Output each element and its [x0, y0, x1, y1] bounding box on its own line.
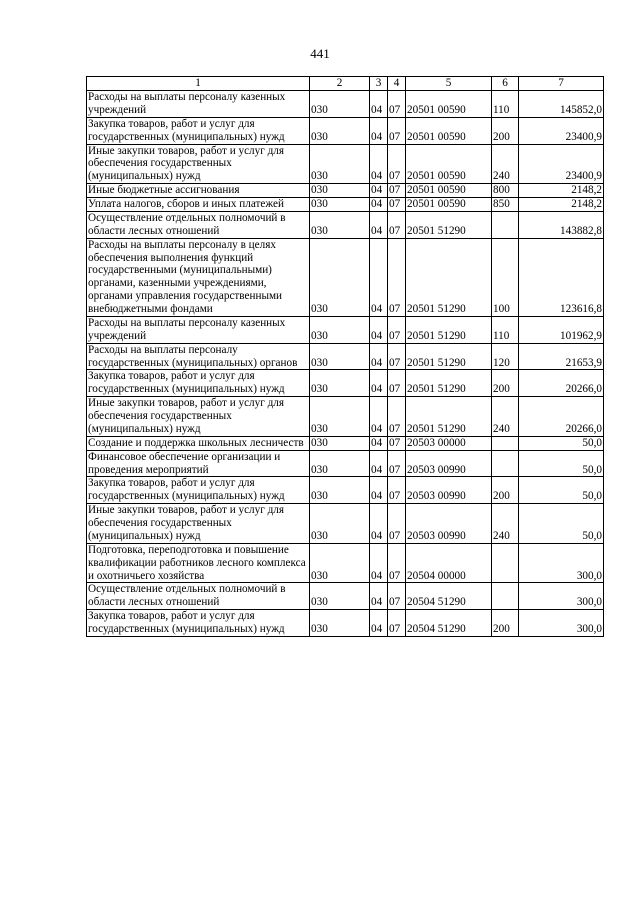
row-amount: 145852,0: [519, 91, 604, 118]
row-ministry-code: 030: [310, 477, 370, 504]
table-row: [87, 91, 604, 118]
table-row: [87, 343, 604, 370]
row-section-code: 04: [370, 543, 388, 583]
row-amount: 300,0: [519, 610, 604, 637]
row-subsection-code: 07: [388, 543, 406, 583]
table-row: [87, 316, 604, 343]
row-subsection-code: 07: [388, 504, 406, 544]
row-target-article: 20503 00990: [406, 504, 492, 544]
row-target-article: 20501 51290: [406, 211, 492, 238]
row-subsection-code: 07: [388, 198, 406, 212]
row-subsection-code: 07: [388, 583, 406, 610]
row-subsection-code: 07: [388, 144, 406, 184]
row-target-article: 20501 00590: [406, 198, 492, 212]
row-amount: 20266,0: [519, 397, 604, 437]
row-subsection-code: 07: [388, 370, 406, 397]
row-amount: 50,0: [519, 436, 604, 450]
row-amount: 50,0: [519, 450, 604, 477]
row-expense-type: 240: [492, 144, 519, 184]
row-amount: 101962,9: [519, 316, 604, 343]
row-expense-type: 850: [492, 198, 519, 212]
row-section-code: 04: [370, 91, 388, 118]
row-description: Закупка товаров, работ и услуг для государственных (муниципальных) нужд: [87, 370, 310, 397]
row-description: Расходы на выплаты персоналу в целях обеспечения выполнения функций государственными (муниципальными) органами, казенными учреждениями, органами управления государственными внебюджетными фондами: [87, 238, 310, 316]
budget-table: [86, 76, 604, 637]
row-description: Подготовка, переподготовка и повышение квалификации работников лесного комплекса и охотничьего хозяйства: [87, 543, 310, 583]
row-expense-type: 120: [492, 343, 519, 370]
row-expense-type: 200: [492, 117, 519, 144]
row-target-article: 20501 00590: [406, 144, 492, 184]
table-row: [87, 397, 604, 437]
row-description: Иные закупки товаров, работ и услуг для обеспечения государственных (муниципальных) нужд: [87, 397, 310, 437]
row-subsection-code: 07: [388, 238, 406, 316]
row-target-article: 20504 51290: [406, 583, 492, 610]
row-expense-type: [492, 543, 519, 583]
row-description: Осуществление отдельных полномочий в области лесных отношений: [87, 583, 310, 610]
row-expense-type: [492, 583, 519, 610]
row-section-code: 04: [370, 610, 388, 637]
row-description: Создание и поддержка школьных лесничеств: [87, 436, 310, 450]
row-description: Закупка товаров, работ и услуг для государственных (муниципальных) нужд: [87, 477, 310, 504]
row-ministry-code: 030: [310, 343, 370, 370]
row-amount: 300,0: [519, 583, 604, 610]
row-expense-type: [492, 211, 519, 238]
row-subsection-code: 07: [388, 397, 406, 437]
row-target-article: 20501 00590: [406, 91, 492, 118]
row-ministry-code: 030: [310, 450, 370, 477]
row-ministry-code: 030: [310, 583, 370, 610]
row-section-code: 04: [370, 144, 388, 184]
row-target-article: 20503 00000: [406, 436, 492, 450]
row-subsection-code: 07: [388, 610, 406, 637]
row-expense-type: [492, 450, 519, 477]
row-expense-type: [492, 436, 519, 450]
row-expense-type: 240: [492, 504, 519, 544]
row-subsection-code: 07: [388, 316, 406, 343]
row-amount: 143882,8: [519, 211, 604, 238]
row-target-article: 20501 51290: [406, 397, 492, 437]
row-expense-type: 240: [492, 397, 519, 437]
row-ministry-code: 030: [310, 436, 370, 450]
row-description: Закупка товаров, работ и услуг для государственных (муниципальных) нужд: [87, 610, 310, 637]
row-target-article: 20501 00590: [406, 117, 492, 144]
row-expense-type: 200: [492, 477, 519, 504]
row-section-code: 04: [370, 117, 388, 144]
column-header-6: 6: [492, 77, 519, 91]
row-ministry-code: 030: [310, 117, 370, 144]
row-description: Осуществление отдельных полномочий в области лесных отношений: [87, 211, 310, 238]
table-row: [87, 238, 604, 316]
row-section-code: 04: [370, 436, 388, 450]
row-section-code: 04: [370, 198, 388, 212]
table-row: [87, 583, 604, 610]
row-description: Финансовое обеспечение организации и проведения мероприятий: [87, 450, 310, 477]
row-ministry-code: 030: [310, 610, 370, 637]
row-ministry-code: 030: [310, 198, 370, 212]
row-target-article: 20501 51290: [406, 238, 492, 316]
row-section-code: 04: [370, 370, 388, 397]
column-header-7: 7: [519, 77, 604, 91]
row-ministry-code: 030: [310, 184, 370, 198]
row-amount: 300,0: [519, 543, 604, 583]
table-row: [87, 211, 604, 238]
row-target-article: 20501 51290: [406, 343, 492, 370]
row-subsection-code: 07: [388, 91, 406, 118]
row-description: Иные бюджетные ассигнования: [87, 184, 310, 198]
row-target-article: 20503 00990: [406, 477, 492, 504]
row-subsection-code: 07: [388, 117, 406, 144]
row-target-article: 20501 00590: [406, 184, 492, 198]
column-header-4: 4: [388, 77, 406, 91]
row-expense-type: 200: [492, 370, 519, 397]
row-description: Иные закупки товаров, работ и услуг для обеспечения государственных (муниципальных) нужд: [87, 504, 310, 544]
table-header-row: [87, 77, 604, 91]
row-ministry-code: 030: [310, 370, 370, 397]
row-amount: 50,0: [519, 504, 604, 544]
row-subsection-code: 07: [388, 477, 406, 504]
row-amount: 50,0: [519, 477, 604, 504]
row-ministry-code: 030: [310, 238, 370, 316]
row-section-code: 04: [370, 238, 388, 316]
page-number: 441: [310, 46, 330, 61]
row-target-article: 20503 00990: [406, 450, 492, 477]
table-row: [87, 198, 604, 212]
row-target-article: 20501 51290: [406, 370, 492, 397]
row-section-code: 04: [370, 504, 388, 544]
row-target-article: 20504 00000: [406, 543, 492, 583]
table-row: [87, 117, 604, 144]
row-ministry-code: 030: [310, 91, 370, 118]
row-amount: 20266,0: [519, 370, 604, 397]
row-section-code: 04: [370, 316, 388, 343]
row-expense-type: 200: [492, 610, 519, 637]
row-description: Расходы на выплаты персоналу казенных учреждений: [87, 91, 310, 118]
row-section-code: 04: [370, 343, 388, 370]
row-ministry-code: 030: [310, 504, 370, 544]
row-amount: 23400,9: [519, 144, 604, 184]
row-target-article: 20504 51290: [406, 610, 492, 637]
row-section-code: 04: [370, 477, 388, 504]
row-section-code: 04: [370, 211, 388, 238]
row-subsection-code: 07: [388, 184, 406, 198]
row-description: Уплата налогов, сборов и иных платежей: [87, 198, 310, 212]
table-row: [87, 144, 604, 184]
row-amount: 123616,8: [519, 238, 604, 316]
row-subsection-code: 07: [388, 211, 406, 238]
row-section-code: 04: [370, 583, 388, 610]
column-header-5: 5: [406, 77, 492, 91]
row-subsection-code: 07: [388, 450, 406, 477]
table-row: [87, 450, 604, 477]
table-row: [87, 184, 604, 198]
table-row: [87, 436, 604, 450]
table-row: [87, 543, 604, 583]
column-header-2: 2: [310, 77, 370, 91]
column-header-1: 1: [87, 77, 310, 91]
row-section-code: 04: [370, 450, 388, 477]
row-ministry-code: 030: [310, 543, 370, 583]
row-subsection-code: 07: [388, 343, 406, 370]
row-expense-type: 110: [492, 91, 519, 118]
row-ministry-code: 030: [310, 144, 370, 184]
row-amount: 23400,9: [519, 117, 604, 144]
row-description: Расходы на выплаты персоналу казенных учреждений: [87, 316, 310, 343]
row-target-article: 20501 51290: [406, 316, 492, 343]
table-row: [87, 610, 604, 637]
row-expense-type: 800: [492, 184, 519, 198]
row-expense-type: 100: [492, 238, 519, 316]
row-subsection-code: 07: [388, 436, 406, 450]
row-description: Закупка товаров, работ и услуг для государственных (муниципальных) нужд: [87, 117, 310, 144]
row-ministry-code: 030: [310, 397, 370, 437]
row-section-code: 04: [370, 397, 388, 437]
row-amount: 21653,9: [519, 343, 604, 370]
row-ministry-code: 030: [310, 211, 370, 238]
column-header-3: 3: [370, 77, 388, 91]
table-row: [87, 477, 604, 504]
row-description: Расходы на выплаты персоналу государственных (муниципальных) органов: [87, 343, 310, 370]
row-amount: 2148,2: [519, 184, 604, 198]
row-expense-type: 110: [492, 316, 519, 343]
table-row: [87, 504, 604, 544]
row-description: Иные закупки товаров, работ и услуг для обеспечения государственных (муниципальных) нужд: [87, 144, 310, 184]
row-ministry-code: 030: [310, 316, 370, 343]
table-row: [87, 370, 604, 397]
row-section-code: 04: [370, 184, 388, 198]
row-amount: 2148,2: [519, 198, 604, 212]
